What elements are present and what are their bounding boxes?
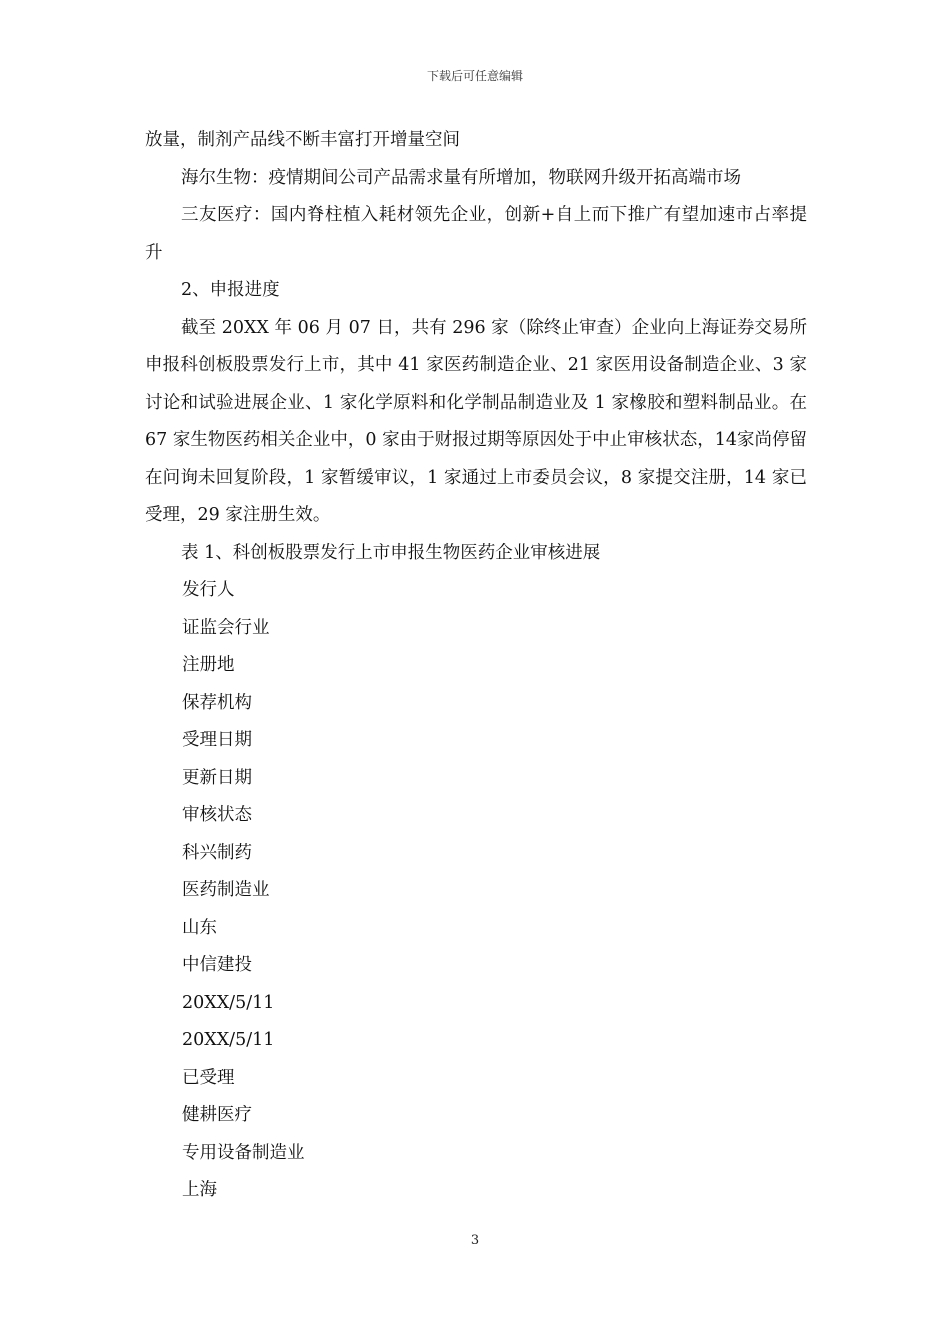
table-cell: 中信建投 (182, 955, 252, 975)
paragraph-progress-summary: 截至 20XX 年 06 月 07 日，共有 296 家（除终止审查）企业向上海证券交易所申报科创板股票发行上市，其中 41 家医药制造企业、21 家医用设备制造企业、3 家讨论和试验进展企业、1 家化学原料和化学制品制造业及 1 家橡胶和塑料制品业。在 67 家生物医药相关企业中，0 家由于财报过期等原因处于中止审核状态，14家尚停留在问询未回复阶段，1 家暂缓审议，1 家通过上市委员会议，8 家提交注册，14 家已受理，29 家注册生效。 (145, 317, 807, 525)
table-cell: 专用设备制造业 (182, 1142, 305, 1163)
table-cell: 20XX/5/11 (182, 1030, 275, 1050)
table-cell: 发行人 (182, 580, 235, 600)
table-cell: 上海 (182, 1180, 217, 1200)
table-cell: 证监会行业 (182, 617, 270, 638)
paragraph-sanyou-medical: 三友医疗：国内脊柱植入耗材领先企业，创新+自上而下推广有望加速市占率提升 (145, 205, 807, 263)
table-cell: 保荐机构 (182, 692, 252, 713)
table-cell-list (145, 572, 807, 1210)
table-cell: 审核状态 (182, 805, 252, 825)
document-body (145, 122, 807, 1210)
table-cell: 健耕医疗 (182, 1105, 252, 1125)
table-cell: 山东 (182, 917, 217, 938)
paragraph-haier-bio: 海尔生物：疫情期间公司产品需求量有所增加，物联网升级开拓高端市场 (181, 167, 741, 188)
table-cell: 医药制造业 (182, 880, 270, 900)
table-cell: 更新日期 (182, 767, 252, 788)
paragraph-continuation: 放量，制剂产品线不断丰富打开增量空间 (145, 130, 460, 150)
table-cell: 已受理 (182, 1067, 235, 1088)
table-caption: 表 1、科创板股票发行上市申报生物医药企业审核进展 (181, 542, 601, 563)
page-header: 下载后可任意编辑 (426, 69, 523, 83)
table-cell: 科兴制药 (182, 842, 252, 863)
table-cell: 注册地 (182, 655, 235, 675)
page-number: 3 (470, 1233, 480, 1248)
section-heading-progress: 2、申报进度 (181, 280, 280, 300)
table-cell: 20XX/5/11 (182, 992, 275, 1013)
table-cell: 受理日期 (182, 730, 252, 750)
